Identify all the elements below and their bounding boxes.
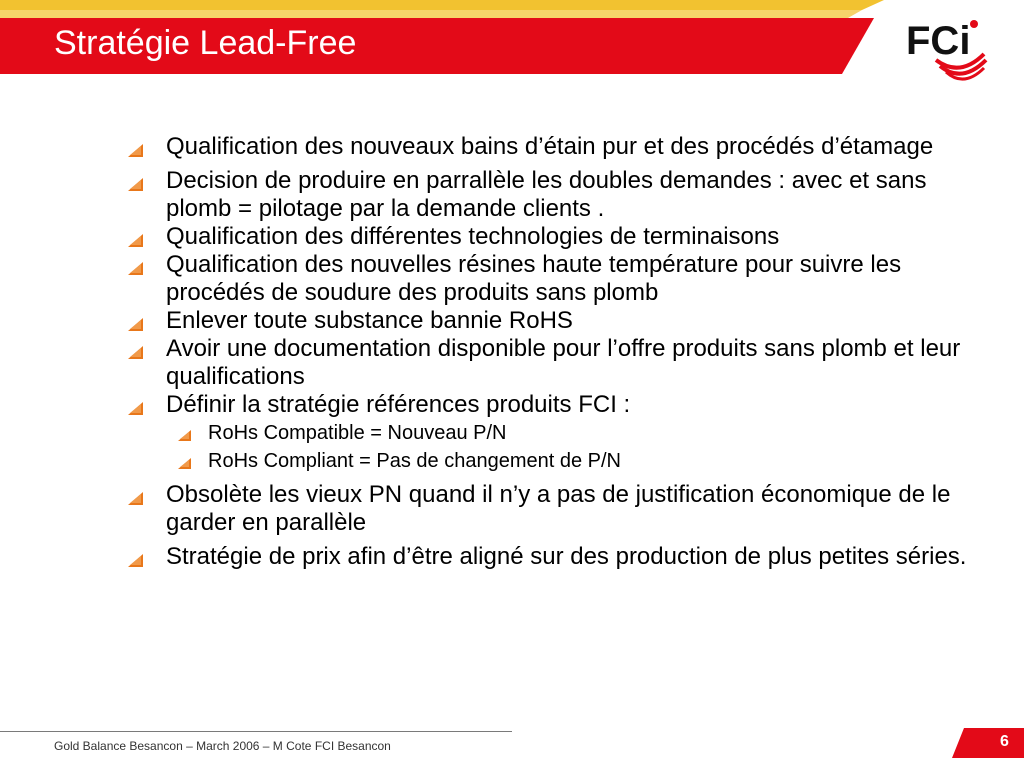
- bullet-marker-icon: [128, 552, 143, 567]
- bullet-text: Qualification des nouveaux bains d’étain pur et des procédés d’étamage: [166, 133, 934, 160]
- bullet-marker-icon: [128, 344, 143, 359]
- bullet-text: Définir la stratégie références produits FCI :: [166, 391, 631, 418]
- sub-bullet-text: RoHs Compliant = Pas de changement de P/N: [208, 450, 621, 472]
- bullet-text: Qualification des différentes technologies de terminaisons: [166, 223, 780, 250]
- bullet-marker-icon: [128, 316, 143, 331]
- sub-bullet-marker-icon: [178, 428, 191, 441]
- bullet-marker-icon: [128, 232, 143, 247]
- svg-text:FCi: FCi: [906, 19, 971, 63]
- bullet-text: Stratégie de prix afin d’être aligné sur des production de plus petites séries.: [166, 543, 967, 570]
- bullet-item: [128, 133, 988, 161]
- page-number: 6: [1000, 733, 1009, 750]
- fci-logo: [900, 14, 996, 90]
- bullet-item: [128, 307, 988, 335]
- bullet-marker-icon: [128, 490, 143, 505]
- bullet-marker-icon: [128, 400, 143, 415]
- sub-bullet-text: RoHs Compatible = Nouveau P/N: [208, 422, 507, 444]
- bullet-list: [128, 133, 988, 571]
- bullet-item: [128, 251, 988, 307]
- bullet-item: [128, 391, 988, 419]
- page-number-tab: [952, 728, 1024, 758]
- slide-title: Stratégie Lead-Free: [54, 24, 357, 62]
- sub-bullet-marker-icon: [178, 456, 191, 469]
- bullet-marker-icon: [128, 176, 143, 191]
- bullet-text: Decision de produire en parrallèle les doubles demandes : avec et sans plomb = pilotage par la demande clients .: [166, 167, 927, 222]
- bullet-item: [128, 543, 988, 571]
- bullet-text: Enlever toute substance bannie RoHS: [166, 307, 573, 334]
- bullet-item: [128, 481, 988, 537]
- bullet-text: Obsolète les vieux PN quand il n’y a pas de justification économique de le garder en parallèle: [166, 481, 951, 536]
- sub-bullet-item: [128, 419, 988, 447]
- bullet-marker-icon: [128, 142, 143, 157]
- bullet-text: Avoir une documentation disponible pour l’offre produits sans plomb et leur qualifications: [166, 335, 961, 390]
- footer-text: Gold Balance Besancon – March 2006 – M Cote FCI Besancon: [54, 739, 391, 753]
- bullet-text: Qualification des nouvelles résines haute température pour suivre les procédés de soudure des produits sans plomb: [166, 251, 902, 306]
- sub-bullet-item: [128, 447, 988, 475]
- bullet-item: [128, 335, 988, 391]
- bullet-item: [128, 223, 988, 251]
- footer-divider: [0, 731, 512, 732]
- bullet-item: [128, 167, 988, 223]
- bullet-marker-icon: [128, 260, 143, 275]
